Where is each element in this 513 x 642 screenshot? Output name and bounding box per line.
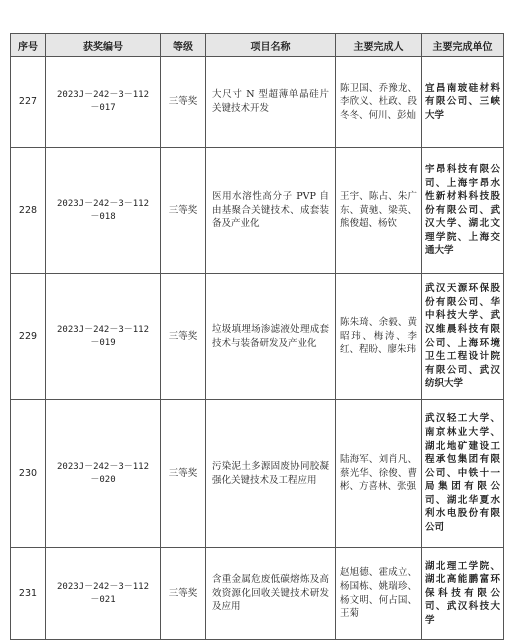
table-row: [11, 274, 504, 400]
header-award-no: 获奖编号: [46, 34, 161, 57]
table-row: [11, 148, 504, 274]
cell-award-no: [46, 274, 161, 400]
award-no-line: －018: [90, 211, 116, 222]
cell-units: 湖北理工学院、湖北高能鹏富环保科技有限公司、武汉科技大学: [422, 548, 504, 640]
cell-units: 武汉轻工大学、南京林业大学、湖北地矿建设工程承包集团有限公司、中铁十一局集团有限公司、湖北华夏水利水电股份有限公司: [422, 400, 504, 548]
table-row: [11, 400, 504, 548]
award-no-line: －020: [90, 474, 116, 485]
cell-project: 垃圾填埋场渗滤液处理成套技术与装备研发及产业化: [206, 274, 336, 400]
award-no-line: －017: [90, 103, 116, 113]
cell-project: 医用水溶性高分子 PVP 自由基聚合关键技术、成套装备及产业化: [206, 148, 336, 274]
award-no-line: 2023J－242－3－112: [56, 324, 150, 335]
cell-seq: 229: [11, 274, 46, 400]
award-no-line: 2023J－242－3－112: [56, 461, 150, 472]
award-no-line: 2023J－242－3－112: [56, 581, 150, 592]
cell-seq: 231: [11, 548, 46, 640]
cell-people: 陈卫国、乔豫龙、李欣义、杜政、段冬冬、何川、彭灿: [336, 57, 422, 148]
table-row: [11, 548, 504, 640]
header-units: 主要完成单位: [422, 34, 504, 57]
cell-people: 赵旭德、霍成立、杨国栋、姚瑞珍、杨文明、何占国、王菊: [336, 548, 422, 640]
header-seq: 序号: [11, 34, 46, 57]
cell-award-no: [46, 400, 161, 548]
award-no-line: 2023J－242－3－112: [56, 198, 150, 209]
cell-units: 宜昌南玻硅材料有限公司、三峡大学: [422, 57, 504, 148]
header-grade: 等级: [161, 34, 206, 57]
cell-grade: 三等奖: [161, 148, 206, 274]
table-header-row: [11, 34, 504, 57]
cell-grade: 三等奖: [161, 548, 206, 640]
cell-project: 含重金属危废低碳熔炼及高效资源化回收关键技术研发及应用: [206, 548, 336, 640]
cell-project: 大尺寸 N 型超薄单晶硅片关键技术开发: [206, 57, 336, 148]
header-project: 项目名称: [206, 34, 336, 57]
cell-seq: 228: [11, 148, 46, 274]
cell-grade: 三等奖: [161, 400, 206, 548]
header-people: 主要完成人: [336, 34, 422, 57]
cell-people: 陆海军、刘肖凡、蔡光华、徐俊、曹彬、方喜林、张强: [336, 400, 422, 548]
cell-units: 宇昂科技有限公司、上海宇昂水性新材料科技股份有限公司、武汉大学、湖北文理学院、上海交通大学: [422, 148, 504, 274]
table-row: [11, 57, 504, 148]
cell-seq: 227: [11, 57, 46, 148]
cell-units: 武汉天源环保股份有限公司、华中科技大学、武汉维晨科技有限公司、上海环境卫生工程设计院有限公司、武汉纺织大学: [422, 274, 504, 400]
cell-grade: 三等奖: [161, 274, 206, 400]
cell-award-no: [46, 148, 161, 274]
cell-award-no: [46, 548, 161, 640]
cell-people: 王宇、陈占、朱广东、黄驰、梁英、熊俊超、杨钦: [336, 148, 422, 274]
award-table: [10, 33, 504, 640]
cell-seq: 230: [11, 400, 46, 548]
cell-award-no: [46, 57, 161, 148]
award-table-page: [10, 33, 503, 640]
award-no-line: －019: [90, 337, 116, 348]
award-no-line: 2023J－242－3－112: [56, 90, 150, 100]
cell-project: 污染泥土多源固废协同胶凝强化关键技术及工程应用: [206, 400, 336, 548]
award-no-line: －021: [90, 594, 116, 605]
cell-people: 陈朱琦、余毅、黄昭玮、梅涛、李红、程盼、廖朱玮: [336, 274, 422, 400]
cell-grade: 三等奖: [161, 57, 206, 148]
